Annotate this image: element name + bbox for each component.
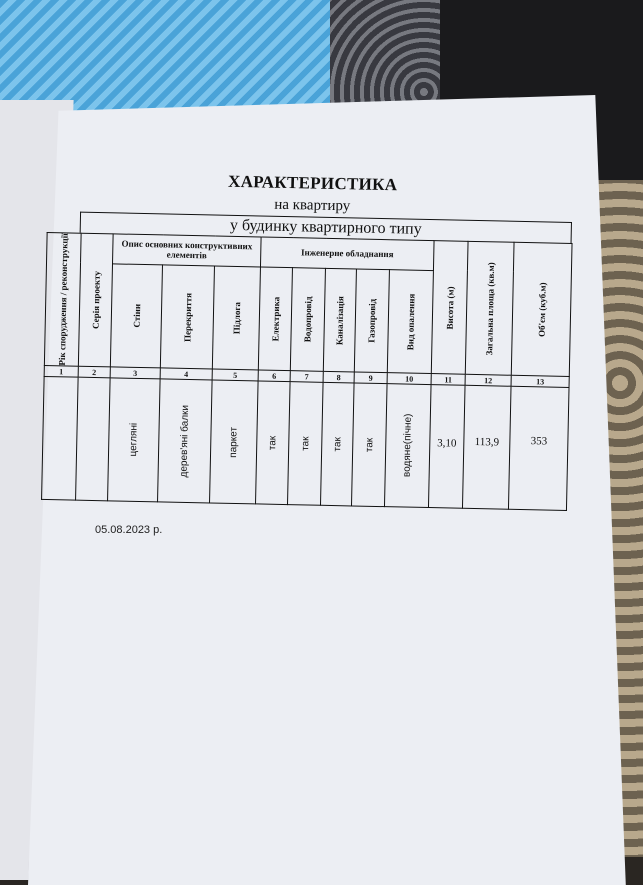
document-date: 05.08.2023 р. (95, 524, 163, 536)
document-subtitle-building: у будинку квартирного типу (80, 212, 572, 243)
header-year: Рік спорудження / реконструкції (44, 232, 81, 366)
header-sewage: Каналізація (323, 268, 356, 372)
header-electricity: Електрика (258, 267, 292, 371)
header-walls: Стіни (110, 264, 162, 368)
header-series: Серія проекту (78, 233, 113, 367)
cell-series (76, 377, 111, 501)
column-number: 8 (323, 371, 354, 383)
cell-walls: цегляні (108, 378, 161, 502)
column-number: 11 (431, 374, 465, 386)
header-height: Висота (м) (431, 241, 468, 375)
cell-volume: 353 (508, 386, 569, 510)
column-number: 7 (290, 371, 323, 383)
column-number: 9 (354, 372, 387, 384)
cell-sewage: так (320, 382, 354, 506)
column-number: 1 (44, 366, 78, 378)
cell-electricity: так (256, 381, 291, 505)
cell-year (42, 377, 79, 501)
column-number: 13 (511, 375, 569, 387)
document-title: ХАРАКТЕРИСТИКА (227, 171, 398, 195)
column-number: 2 (78, 366, 110, 378)
cell-floors: дерев'яні балки (158, 379, 213, 503)
header-volume: Об'єм (куб.м) (511, 242, 572, 376)
header-gas: Газопровід (354, 269, 389, 373)
header-floors: Перекриття (160, 265, 214, 369)
cell-heating: водяне(пічне) (384, 384, 431, 508)
characteristics-table (41, 232, 573, 511)
document-content (41, 168, 578, 511)
column-number: 4 (160, 368, 212, 380)
document-subtitle: на квартиру (274, 196, 351, 215)
column-number: 10 (387, 373, 431, 385)
column-number: 6 (258, 370, 290, 382)
header-heating: Вид опалення (387, 270, 433, 374)
header-total-area: Загальна площа (кв.м) (465, 241, 514, 375)
column-number: 5 (212, 369, 258, 381)
header-group-structural: Опис основних конструктивних елементів (113, 234, 262, 267)
table-row (42, 377, 569, 511)
header-group-engineering: Інженерне обладнання (260, 237, 434, 271)
column-number: 12 (465, 374, 511, 386)
column-number: 3 (110, 367, 160, 379)
header-water: Водопровід (290, 268, 325, 372)
header-flooring: Підлога (212, 266, 260, 370)
cell-flooring: паркет (210, 380, 259, 504)
cell-total-area: 113,9 (462, 385, 511, 509)
cell-gas: так (351, 383, 387, 507)
cell-height: 3,10 (428, 385, 465, 509)
cell-water: так (287, 382, 323, 506)
